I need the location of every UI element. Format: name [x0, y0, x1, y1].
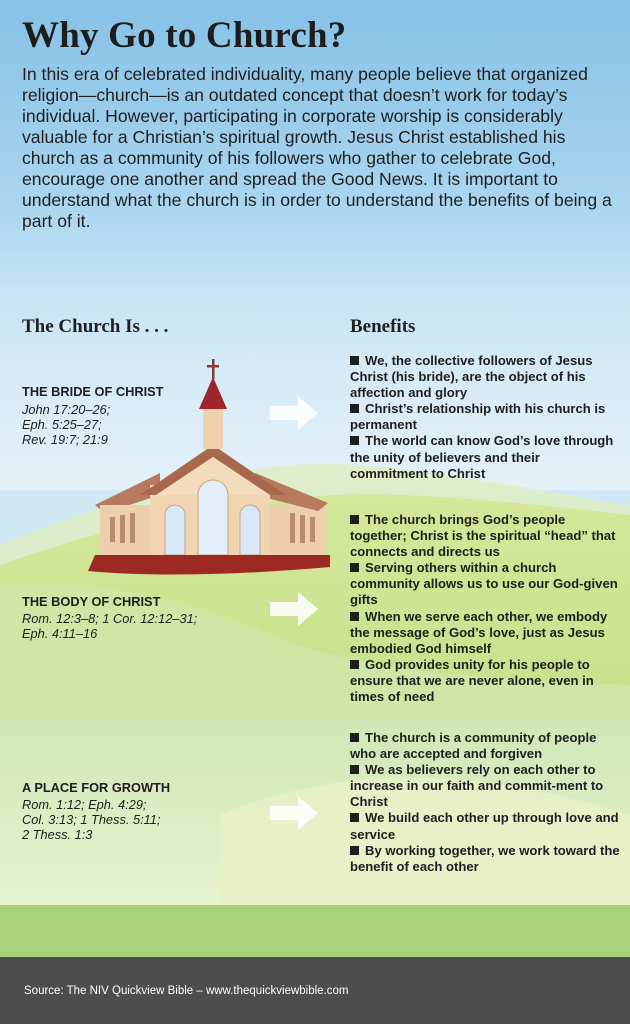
benefits-growth	[350, 730, 620, 875]
reference-line: Rev. 19:7; 21:9	[22, 432, 108, 447]
bullet-square-icon	[350, 563, 359, 572]
page-title: Why Go to Church?	[22, 15, 347, 56]
bullet-square-icon	[350, 356, 359, 365]
column-heading-church-is: The Church Is . . .	[22, 316, 169, 337]
row-refs-bride	[22, 402, 110, 447]
row-title-body: THE BODY OF CHRIST	[22, 594, 161, 609]
benefit-item: We, the collective followers of Jesus Christ (his bride), are the object of his affection and glory	[350, 353, 593, 401]
benefit-item: The world can know God’s love through the unity of believers and their commitment to Christ	[350, 433, 614, 481]
reference-line: Eph. 4:11–16	[22, 626, 98, 641]
benefit-item: By working together, we work toward the benefit of each other	[350, 842, 620, 874]
bullet-square-icon	[350, 404, 359, 413]
arrow-right-icon	[268, 589, 320, 629]
arrow-right-icon	[268, 793, 320, 833]
reference-line: Rom. 12:3–8; 1 Cor. 12:12–31;	[22, 611, 198, 626]
benefit-item: We build each other up through love and service	[350, 810, 619, 842]
reference-line: John 17:20–26;	[22, 402, 111, 417]
bullet-square-icon	[350, 660, 359, 669]
source-credit: Source: The NIV Quickview Bible – www.thequickviewbible.com	[24, 985, 349, 997]
row-title-growth: A PLACE FOR GROWTH	[22, 780, 171, 795]
benefit-item: The church is a community of people who are accepted and forgiven	[350, 730, 597, 762]
reference-line: Rom. 1:12; Eph. 4:29;	[22, 797, 147, 812]
reference-line: Eph. 5:25–27;	[22, 417, 102, 432]
arrow-right-icon	[268, 393, 320, 433]
benefit-item: Serving others within a church community allows us to use our God-given gifts	[350, 560, 618, 608]
grass-strip	[0, 905, 630, 957]
benefit-item: We as believers rely on each other to increase in our faith and commit-ment to Christ	[350, 762, 604, 810]
benefit-item: When we serve each other, we embody the message of God’s love, just as Jesus embodied God himself	[350, 608, 608, 656]
reference-line: Col. 3:13; 1 Thess. 5:11;	[22, 812, 161, 827]
row-title-bride: THE BRIDE OF CHRIST	[22, 384, 164, 399]
bullet-square-icon	[350, 733, 359, 742]
row-refs-body	[22, 611, 197, 641]
bullet-square-icon	[350, 612, 359, 621]
benefits-body	[350, 512, 620, 705]
bullet-square-icon	[350, 765, 359, 774]
benefit-item: God provides unity for his people to ensure that we are never alone, even in times of need	[350, 656, 594, 705]
bullet-square-icon	[350, 515, 359, 524]
reference-line: 2 Thess. 1:3	[22, 827, 93, 842]
bullet-square-icon	[350, 846, 359, 855]
column-heading-benefits: Benefits	[350, 316, 416, 337]
row-refs-growth	[22, 797, 160, 842]
benefits-bride	[350, 353, 620, 482]
bullet-square-icon	[350, 813, 359, 822]
bullet-square-icon	[350, 436, 359, 445]
footer	[0, 957, 630, 1024]
benefit-item: Christ’s relationship with his church is permanent	[350, 401, 606, 433]
intro-paragraph: In this era of celebrated individuality, many people believe that organized religion—church—is an outdated concept that doesn’t work for today’s individual. However, participating in corporate worship is considerably valuable for a Christian’s spiritual growth. Jesus Christ established his church as a community of his followers who gather to celebrate God, encourage one another and spread the Good News. It is important to understand what the church is in order to understand the benefits of being a part of it.	[22, 64, 612, 231]
benefit-item: The church brings God’s people together; Christ is the spiritual “head” that connects and directs us	[350, 512, 616, 560]
